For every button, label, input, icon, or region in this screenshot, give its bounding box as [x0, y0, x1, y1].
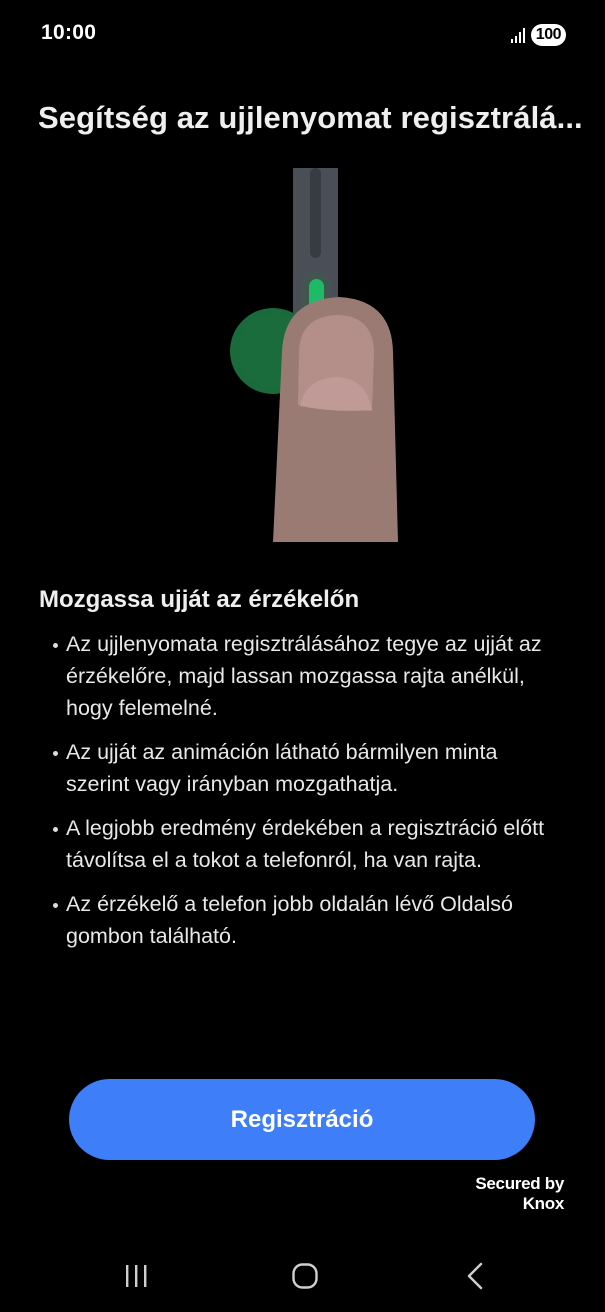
signal-icon	[511, 27, 525, 43]
battery-icon: 100	[531, 24, 566, 46]
status-icons	[511, 24, 566, 46]
home-button[interactable]	[275, 1252, 335, 1300]
recent-apps-button[interactable]	[106, 1252, 166, 1300]
recent-apps-icon	[121, 1261, 151, 1291]
finger-on-sensor-icon	[0, 160, 605, 550]
fingerprint-illustration	[0, 160, 605, 550]
secured-by-knox	[475, 1174, 564, 1214]
navigation-bar	[0, 1240, 605, 1312]
secured-by-label: Secured by	[475, 1174, 564, 1193]
instruction-item: Az ujját az animáción látható bármilyen minta szerint vagy irányban mozgathatja.	[50, 736, 550, 800]
page-title: Segítség az ujjlenyomat regisztrálá...	[38, 100, 583, 135]
knox-label: Knox	[522, 1194, 564, 1213]
instruction-item: A legjobb eredmény érdekében a regisztráció előtt távolítsa el a tokot a telefonról, ha van rajta.	[50, 812, 550, 876]
status-time: 10:00	[41, 21, 97, 44]
instruction-item: Az ujjlenyomata regisztrálásához tegye az ujját az érzékelőre, majd lassan mozgassa rajta anélkül, hogy felemelné.	[50, 628, 550, 724]
instructions-heading: Mozgassa ujját az érzékelőn	[39, 586, 360, 613]
back-icon	[460, 1261, 490, 1291]
register-button[interactable]: Regisztráció	[69, 1079, 535, 1160]
status-bar	[0, 0, 605, 70]
back-button[interactable]	[445, 1252, 505, 1300]
home-icon	[290, 1261, 320, 1291]
instructions-list	[50, 628, 550, 964]
instruction-item: Az érzékelő a telefon jobb oldalán lévő Oldalsó gombon található.	[50, 888, 550, 952]
